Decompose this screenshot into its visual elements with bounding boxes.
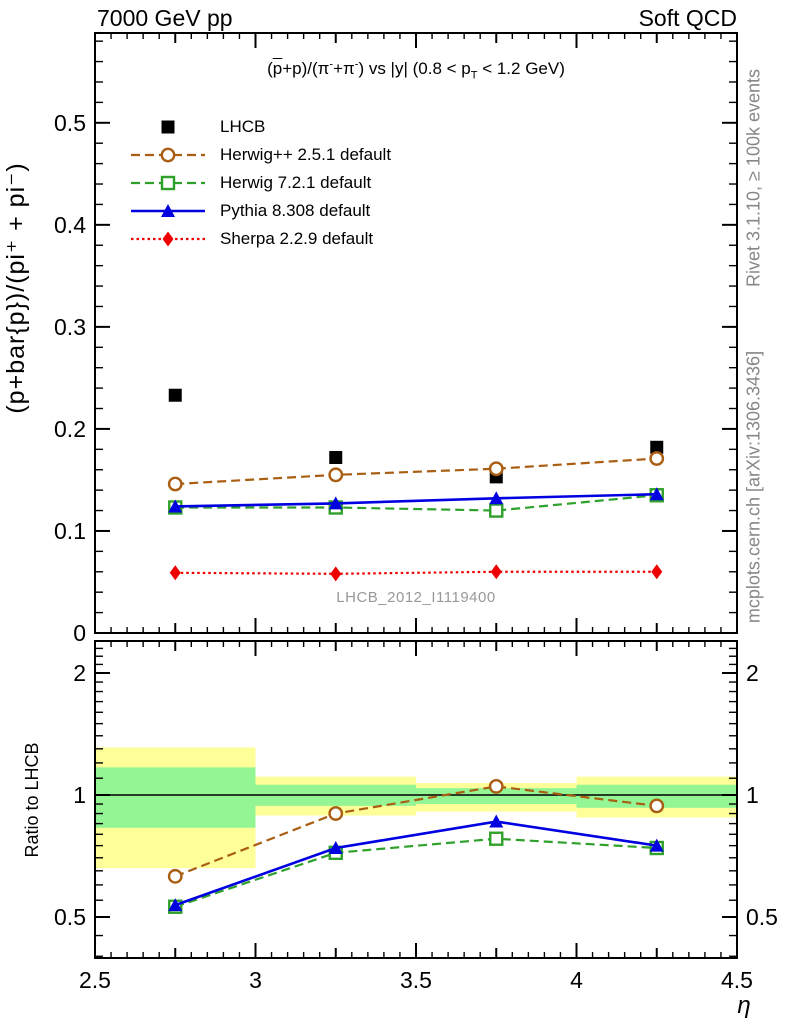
chart-title-segment: $\overline{p}$ [272,59,283,78]
legend-marker-sherpa-2-2-9-default [128,228,208,250]
ratio-y-tick-label-right: 0.5 [746,904,778,930]
chart-title [95,58,737,82]
main-y-tick-label: 0.2 [54,415,86,442]
main-y-tick-label: 0.3 [54,313,86,340]
rivet-version-note: Rivet 3.1.10, ≥ 100k events [743,68,764,288]
process-group-label: Soft QCD [638,5,737,31]
legend-label: LHCB [220,117,266,136]
main-series-herwig-7-2-1-default [169,489,663,516]
chart-title-segment: T [470,69,478,82]
main-y-tick-label: 0.1 [54,517,86,544]
main-series-lhcb [169,389,664,484]
legend-label: Pythia 8.308 default [220,201,371,220]
chart-title-segment: ) vs |y| (0.8 < p [358,59,471,78]
x-axis-label: η [737,992,751,1019]
chart-title-segment: +π [333,59,355,78]
main-series-herwig-2-5-1-default [169,452,663,490]
ratio-y-tick-label-left: 2 [73,660,86,686]
ratio-band-green [95,767,737,827]
legend-label: Sherpa 2.2.9 default [220,229,374,248]
chart-title-segment: - [354,58,359,71]
mcplots-arxiv-note: mcplots.cern.ch [arXiv:1306.3436] [743,350,764,624]
chart-title-segment: ( [267,59,273,78]
x-tick-label: 3 [249,967,262,993]
chart-title-segment: - [329,58,334,71]
legend-marker-herwig-2-5-1-default [128,144,208,166]
legend-item-pythia-8-308-default [128,197,391,225]
ratio-y-tick-label-left: 0.5 [54,904,86,930]
chart-title-segment: < 1.2 GeV) [477,59,565,78]
x-tick-label: 2.5 [79,967,111,993]
ratio-y-tick-label-right: 2 [746,660,759,686]
legend-marker-lhcb [128,116,208,138]
legend-item-herwig-7-2-1-default [128,169,391,197]
main-y-axis-label: (p+bar{p})/(pi⁺ + pi⁻) [2,162,30,414]
beam-energy-label: 7000 GeV pp [97,5,233,31]
main-y-tick-label: 0.5 [54,109,86,136]
legend-label: Herwig++ 2.5.1 default [220,145,392,164]
legend-marker-herwig-7-2-1-default [128,172,208,194]
legend-item-sherpa-2-2-9-default [128,225,391,253]
legend-label: Herwig 7.2.1 default [220,173,372,192]
legend-marker-pythia-8-308-default [128,200,208,222]
ratio-y-axis-label: Ratio to LHCB [22,742,42,858]
legend [128,113,391,253]
main-y-tick-label: 0.4 [54,211,86,238]
chart-title-segment: +p)/(π [282,59,330,78]
main-y-tick-label: 0 [73,620,86,646]
analysis-watermark: LHCB_2012_I1119400 [336,589,496,606]
x-tick-label: 4 [570,967,583,993]
legend-item-herwig-2-5-1-default [128,141,391,169]
legend-item-lhcb [128,113,391,141]
main-series-sherpa-2-2-9-default [170,564,663,581]
x-tick-label: 4.5 [721,967,753,993]
x-tick-label: 3.5 [400,967,432,993]
ratio-y-tick-label-right: 1 [746,782,759,808]
ratio-y-tick-label-left: 1 [73,782,86,808]
